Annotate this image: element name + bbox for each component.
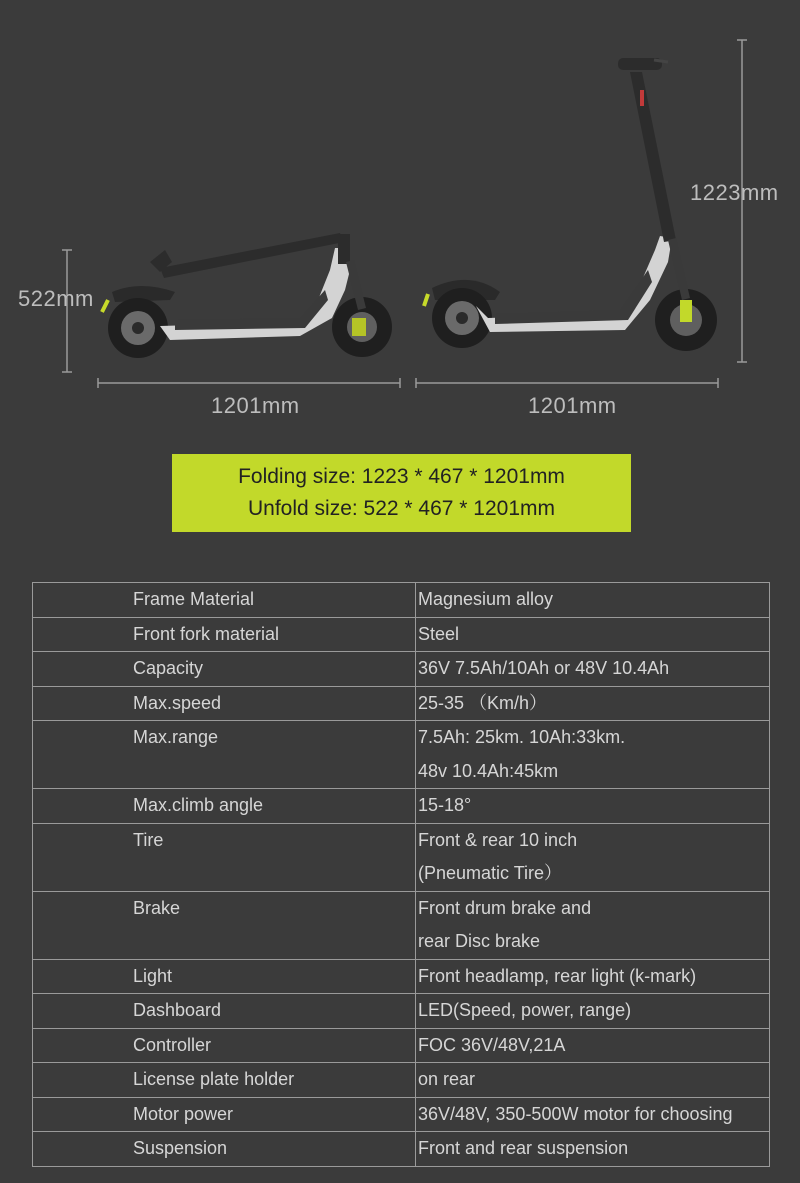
table-row [33,686,770,721]
spec-label: Light [33,959,416,994]
table-row [33,959,770,994]
spec-label: Capacity [33,652,416,687]
spec-value [416,1132,770,1167]
unfolded-height-label: 1223mm [690,180,779,205]
folded-length-label: 1201mm [211,393,300,418]
spec-value [416,686,770,721]
spec-value-line: Front & rear 10 inch [418,829,578,850]
spec-value [416,617,770,652]
spec-value [416,823,770,891]
folding-size-text: Folding size: 1223 * 467 * 1201mm [238,465,565,488]
spec-label: License plate holder [33,1063,416,1098]
spec-value-line: Steel [418,623,460,644]
table-row [33,1028,770,1063]
spec-value-line: (Pneumatic Tire） [418,863,563,883]
spec-value-line: 48v 10.4Ah:45km [418,760,559,781]
spec-value-line: on rear [418,1069,476,1089]
table-row [33,789,770,824]
spec-value-line: 7.5Ah: 25km. 10Ah:33km. [418,727,626,747]
spec-value-line: Front and rear suspension [418,1138,629,1158]
table-row [33,891,770,959]
spec-label: Max.climb angle [33,789,416,824]
unfold-size-text: Unfold size: 522 * 467 * 1201mm [247,497,555,520]
spec-value-line: FOC 36V/48V,21A [418,1034,566,1055]
spec-value [416,994,770,1029]
table-row [33,583,770,618]
table-row [33,652,770,687]
size-banner [172,454,631,532]
spec-value-line: Magnesium alloy [418,589,554,609]
spec-value [416,789,770,824]
spec-value-line: rear Disc brake [418,931,541,951]
spec-label: Suspension [33,1132,416,1167]
spec-table [32,582,770,1167]
spec-label: Max.range [33,721,416,789]
spec-value-line: LED(Speed, power, range) [418,1000,632,1020]
spec-label: Max.speed [33,686,416,721]
spec-value-line: 36V 7.5Ah/10Ah or 48V 10.4Ah [418,658,670,678]
spec-value [416,652,770,687]
scooter-illustration [0,0,800,440]
spec-label: Front fork material [33,617,416,652]
spec-value-line: 25-35 （Km/h） [418,692,548,713]
spec-label: Frame Material [33,583,416,618]
unfolded-length-label: 1201mm [528,393,617,418]
spec-label: Motor power [33,1097,416,1132]
spec-value-line: Front headlamp, rear light (k-mark) [418,965,697,986]
spec-value [416,891,770,959]
table-row [33,1097,770,1132]
spec-label: Dashboard [33,994,416,1029]
spec-value [416,721,770,789]
spec-value [416,1097,770,1132]
table-row [33,1132,770,1167]
spec-value-line: Front drum brake and [418,897,592,918]
unfolded-scooter [424,58,717,351]
spec-value [416,1028,770,1063]
spec-value-line: 15-18° [418,795,472,815]
table-row [33,617,770,652]
spec-label: Controller [33,1028,416,1063]
spec-label: Brake [33,891,416,959]
table-row [33,994,770,1029]
spec-value [416,583,770,618]
table-row [33,721,770,789]
table-row [33,1063,770,1098]
folded-height-label: 522mm [18,286,94,311]
folded-scooter [102,233,392,358]
spec-value-line: 36V/48V, 350-500W motor for choosing [418,1103,733,1124]
spec-label: Tire [33,823,416,891]
table-row [33,823,770,891]
spec-value [416,959,770,994]
spec-value [416,1063,770,1098]
